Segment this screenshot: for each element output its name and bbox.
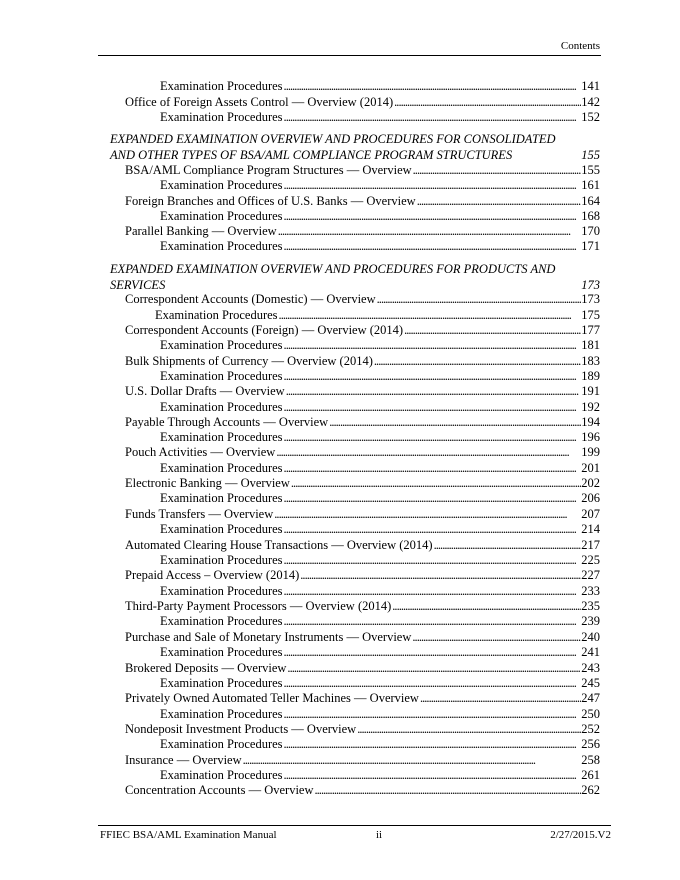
dot-leader (284, 491, 582, 506)
toc-entry-label: Brokered Deposits — Overview (125, 661, 287, 675)
toc-entry-label: Examination Procedures (160, 79, 283, 93)
toc-entry-page: 196 (581, 430, 600, 444)
toc-entry[interactable] (125, 568, 600, 583)
dot-leader (412, 630, 581, 645)
toc-entry[interactable] (125, 722, 600, 737)
dot-leader (377, 292, 582, 307)
toc-entry-page: 164 (581, 194, 600, 208)
toc-entry-label: Bulk Shipments of Currency — Overview (2014) (125, 354, 373, 368)
dot-leader (284, 79, 582, 94)
toc-entry-label: Examination Procedures (160, 491, 283, 505)
header-title: Contents (560, 40, 600, 52)
toc-entry-sub[interactable] (160, 400, 600, 415)
section-heading-line-2: SERVICES (110, 277, 166, 292)
toc-entry[interactable] (125, 783, 600, 798)
toc-entry-page: 202 (581, 476, 600, 490)
toc-entry-label: Purchase and Sale of Monetary Instruments — Overview (125, 630, 412, 644)
dot-leader (287, 661, 581, 676)
toc-entry-label: Examination Procedures (160, 110, 283, 124)
toc-entry-page: 170 (581, 224, 600, 238)
toc-entry[interactable] (125, 691, 600, 706)
toc-entry-label: BSA/AML Compliance Program Structures — Overview (125, 163, 412, 177)
toc-entry-page: 161 (581, 178, 600, 192)
dot-leader (392, 599, 581, 614)
toc-entry-label: Payable Through Accounts — Overview (125, 415, 329, 429)
toc-entry-label: Parallel Banking — Overview (125, 224, 277, 238)
dot-leader (315, 783, 582, 798)
toc-entry-page: 214 (581, 522, 600, 536)
toc-entry-label: Examination Procedures (160, 737, 283, 751)
toc-entry-label: Examination Procedures (155, 308, 278, 322)
dot-leader (329, 415, 581, 430)
toc-entry-label: Examination Procedures (160, 400, 283, 414)
toc-entry-label: Examination Procedures (160, 369, 283, 383)
toc-entry-label: Foreign Branches and Offices of U.S. Banks — Overview (125, 194, 416, 208)
toc-entry-page: 233 (581, 584, 600, 598)
dot-leader (420, 691, 581, 706)
dot-leader (284, 239, 582, 254)
section-heading-line-1: EXPANDED EXAMINATION OVERVIEW AND PROCEDURES FOR CONSOLIDATED (110, 132, 556, 146)
toc-entry-sub[interactable] (160, 79, 600, 94)
toc-entry-sub[interactable] (160, 645, 600, 660)
toc-entry-sub[interactable] (160, 369, 600, 384)
dot-leader (417, 194, 582, 209)
toc-entry-page: 177 (581, 323, 600, 337)
toc-entry-label: Automated Clearing House Transactions — Overview (2014) (125, 538, 433, 552)
toc-entry[interactable] (125, 194, 600, 209)
dot-leader (284, 209, 582, 224)
toc-entry-sub[interactable] (160, 522, 600, 537)
toc-entry-page: 192 (581, 400, 600, 414)
toc-entry[interactable] (125, 323, 600, 338)
toc-entry[interactable] (125, 445, 600, 460)
dot-leader (284, 737, 582, 752)
toc-entry-page: 252 (581, 722, 600, 736)
toc-entry-page: 191 (581, 384, 600, 398)
toc-entry-sub[interactable] (160, 338, 600, 353)
toc-entry-sub[interactable] (160, 209, 600, 224)
toc-entry-sub[interactable] (160, 491, 600, 506)
toc-entry-label: Funds Transfers — Overview (125, 507, 274, 521)
toc-entry[interactable] (125, 163, 600, 178)
toc-entry-page: 194 (581, 415, 600, 429)
page-header (98, 40, 601, 56)
dot-leader (404, 323, 581, 338)
dot-leader (284, 584, 582, 599)
toc-entry-label: Correspondent Accounts (Domestic) — Overview (125, 292, 376, 306)
toc-entry-page: 217 (581, 538, 600, 552)
toc-entry-sub[interactable] (160, 614, 600, 629)
toc-entry[interactable] (125, 630, 600, 645)
toc-entry-label: Nondeposit Investment Products — Overview (125, 722, 357, 736)
toc-entry-page: 258 (581, 753, 600, 767)
dot-leader (291, 476, 581, 491)
footer-page-number: ii (376, 829, 383, 841)
dot-leader (284, 553, 582, 568)
toc-entry-page: 241 (581, 645, 600, 659)
toc-entry-sub[interactable] (155, 308, 600, 323)
toc-entry[interactable] (125, 507, 600, 522)
dot-leader (284, 338, 582, 353)
toc-entry-label: Concentration Accounts — Overview (125, 783, 314, 797)
dot-leader (284, 430, 582, 445)
toc-entry-label: Third-Party Payment Processors — Overview (2014) (125, 599, 392, 613)
toc-entry-sub[interactable] (160, 178, 600, 193)
toc-entry-page: 175 (581, 308, 600, 322)
toc-entry-page: 189 (581, 369, 600, 383)
toc-entry-page: 262 (581, 783, 600, 797)
toc-entry-label: Examination Procedures (160, 768, 283, 782)
toc-entry-page: 155 (581, 163, 600, 177)
toc-entry-sub[interactable] (160, 737, 600, 752)
toc-entry-page: 168 (581, 209, 600, 223)
toc-entry-page: 201 (581, 461, 600, 475)
toc-entry[interactable] (125, 476, 600, 491)
toc-entry-sub[interactable] (160, 553, 600, 568)
toc-entry-label: Examination Procedures (160, 522, 283, 536)
dot-leader (300, 568, 581, 583)
toc-entry-page: 183 (581, 354, 600, 368)
toc-entry-label: Privately Owned Automated Teller Machines — Overview (125, 691, 419, 705)
toc-entry-label: Correspondent Accounts (Foreign) — Overview (2014) (125, 323, 404, 337)
toc-entry-sub[interactable] (160, 584, 600, 599)
toc-entry-sub[interactable] (160, 676, 600, 691)
toc-entry-page: 261 (581, 768, 600, 782)
toc-entry-page: 240 (581, 630, 600, 644)
dot-leader (284, 645, 582, 660)
toc-entry[interactable] (125, 224, 600, 239)
dot-leader (284, 768, 582, 783)
toc-entry-page: 239 (581, 614, 600, 628)
toc-entry-page: 227 (581, 568, 600, 582)
toc-entry-page: 152 (581, 110, 600, 124)
section-heading-line-1: EXPANDED EXAMINATION OVERVIEW AND PROCEDURES FOR PRODUCTS AND (110, 262, 556, 276)
toc-entry-label: Prepaid Access – Overview (2014) (125, 568, 300, 582)
toc-entry-page: 206 (581, 491, 600, 505)
toc-section-heading[interactable] (110, 132, 600, 163)
toc-entry-page: 225 (581, 553, 600, 567)
toc-entry[interactable] (125, 599, 600, 614)
dot-leader (284, 522, 582, 537)
toc-entry-page: 250 (581, 707, 600, 721)
dot-leader (284, 110, 582, 125)
toc-entry-sub[interactable] (160, 110, 600, 125)
footer-version-date: 2/27/2015.V2 (550, 829, 611, 841)
dot-leader (243, 753, 582, 768)
toc-entry-label: U.S. Dollar Drafts — Overview (125, 384, 285, 398)
toc-entry-page: 245 (581, 676, 600, 690)
toc-entry-label: Examination Procedures (160, 178, 283, 192)
toc-entry-label: Examination Procedures (160, 209, 283, 223)
toc-entry-label: Examination Procedures (160, 614, 283, 628)
toc-section-heading[interactable] (110, 262, 600, 293)
toc-entry-page: 181 (581, 338, 600, 352)
dot-leader (284, 400, 582, 415)
dot-leader (394, 95, 581, 110)
toc-entry-sub[interactable] (160, 768, 600, 783)
toc-entry-label: Office of Foreign Assets Control — Overview (2014) (125, 95, 394, 109)
toc-entry-label: Examination Procedures (160, 707, 283, 721)
dot-leader (286, 384, 582, 399)
toc-entry-page: 171 (581, 239, 600, 253)
section-heading-page: 155 (581, 147, 600, 162)
toc-entry[interactable] (125, 354, 600, 369)
toc-entry-sub[interactable] (160, 430, 600, 445)
toc-entry-page: 142 (581, 95, 600, 109)
page-footer (98, 825, 611, 844)
toc-entry-label: Pouch Activities — Overview (125, 445, 276, 459)
dot-leader (434, 538, 582, 553)
toc-entry[interactable] (125, 95, 600, 110)
toc-entry-label: Examination Procedures (160, 461, 283, 475)
toc-entry-sub[interactable] (160, 707, 600, 722)
toc-entry-page: 256 (581, 737, 600, 751)
toc-entry-label: Examination Procedures (160, 338, 283, 352)
toc-entry[interactable] (125, 292, 600, 307)
dot-leader (413, 163, 582, 178)
dot-leader (374, 354, 581, 369)
toc-entry-page: 247 (581, 691, 600, 705)
toc-entry-page: 235 (581, 599, 600, 613)
toc-entry-label: Examination Procedures (160, 645, 283, 659)
toc-entry-label: Examination Procedures (160, 430, 283, 444)
toc-entry[interactable] (125, 384, 600, 399)
toc-entry-page: 141 (581, 79, 600, 93)
toc-entry-label: Insurance — Overview (125, 753, 242, 767)
toc-entry[interactable] (125, 415, 600, 430)
dot-leader (284, 614, 582, 629)
toc-entry-label: Examination Procedures (160, 553, 283, 567)
section-heading-line-2: AND OTHER TYPES OF BSA/AML COMPLIANCE PROGRAM STRUCTURES (110, 147, 513, 162)
dot-leader (357, 722, 581, 737)
dot-leader (284, 676, 582, 691)
section-heading-page: 173 (581, 277, 600, 292)
toc-entry-sub[interactable] (160, 461, 600, 476)
toc-entry-label: Examination Procedures (160, 239, 283, 253)
toc-entry[interactable] (125, 538, 600, 553)
toc-entry-page: 207 (581, 507, 600, 521)
dot-leader (274, 507, 581, 522)
footer-manual-title: FFIEC BSA/AML Examination Manual (100, 829, 277, 841)
dot-leader (284, 369, 582, 384)
dot-leader (284, 178, 582, 193)
dot-leader (279, 308, 582, 323)
toc-entry-label: Examination Procedures (160, 584, 283, 598)
toc-entry[interactable] (125, 661, 600, 676)
dot-leader (278, 224, 582, 239)
toc-entry-page: 243 (581, 661, 600, 675)
toc-entry-label: Examination Procedures (160, 676, 283, 690)
toc-entry-page: 173 (581, 292, 600, 306)
dot-leader (276, 445, 581, 460)
toc-entry[interactable] (125, 753, 600, 768)
toc-entry-label: Electronic Banking — Overview (125, 476, 290, 490)
dot-leader (284, 707, 582, 722)
toc-entry-sub[interactable] (160, 239, 600, 254)
dot-leader (284, 461, 582, 476)
toc-entry-page: 199 (581, 445, 600, 459)
